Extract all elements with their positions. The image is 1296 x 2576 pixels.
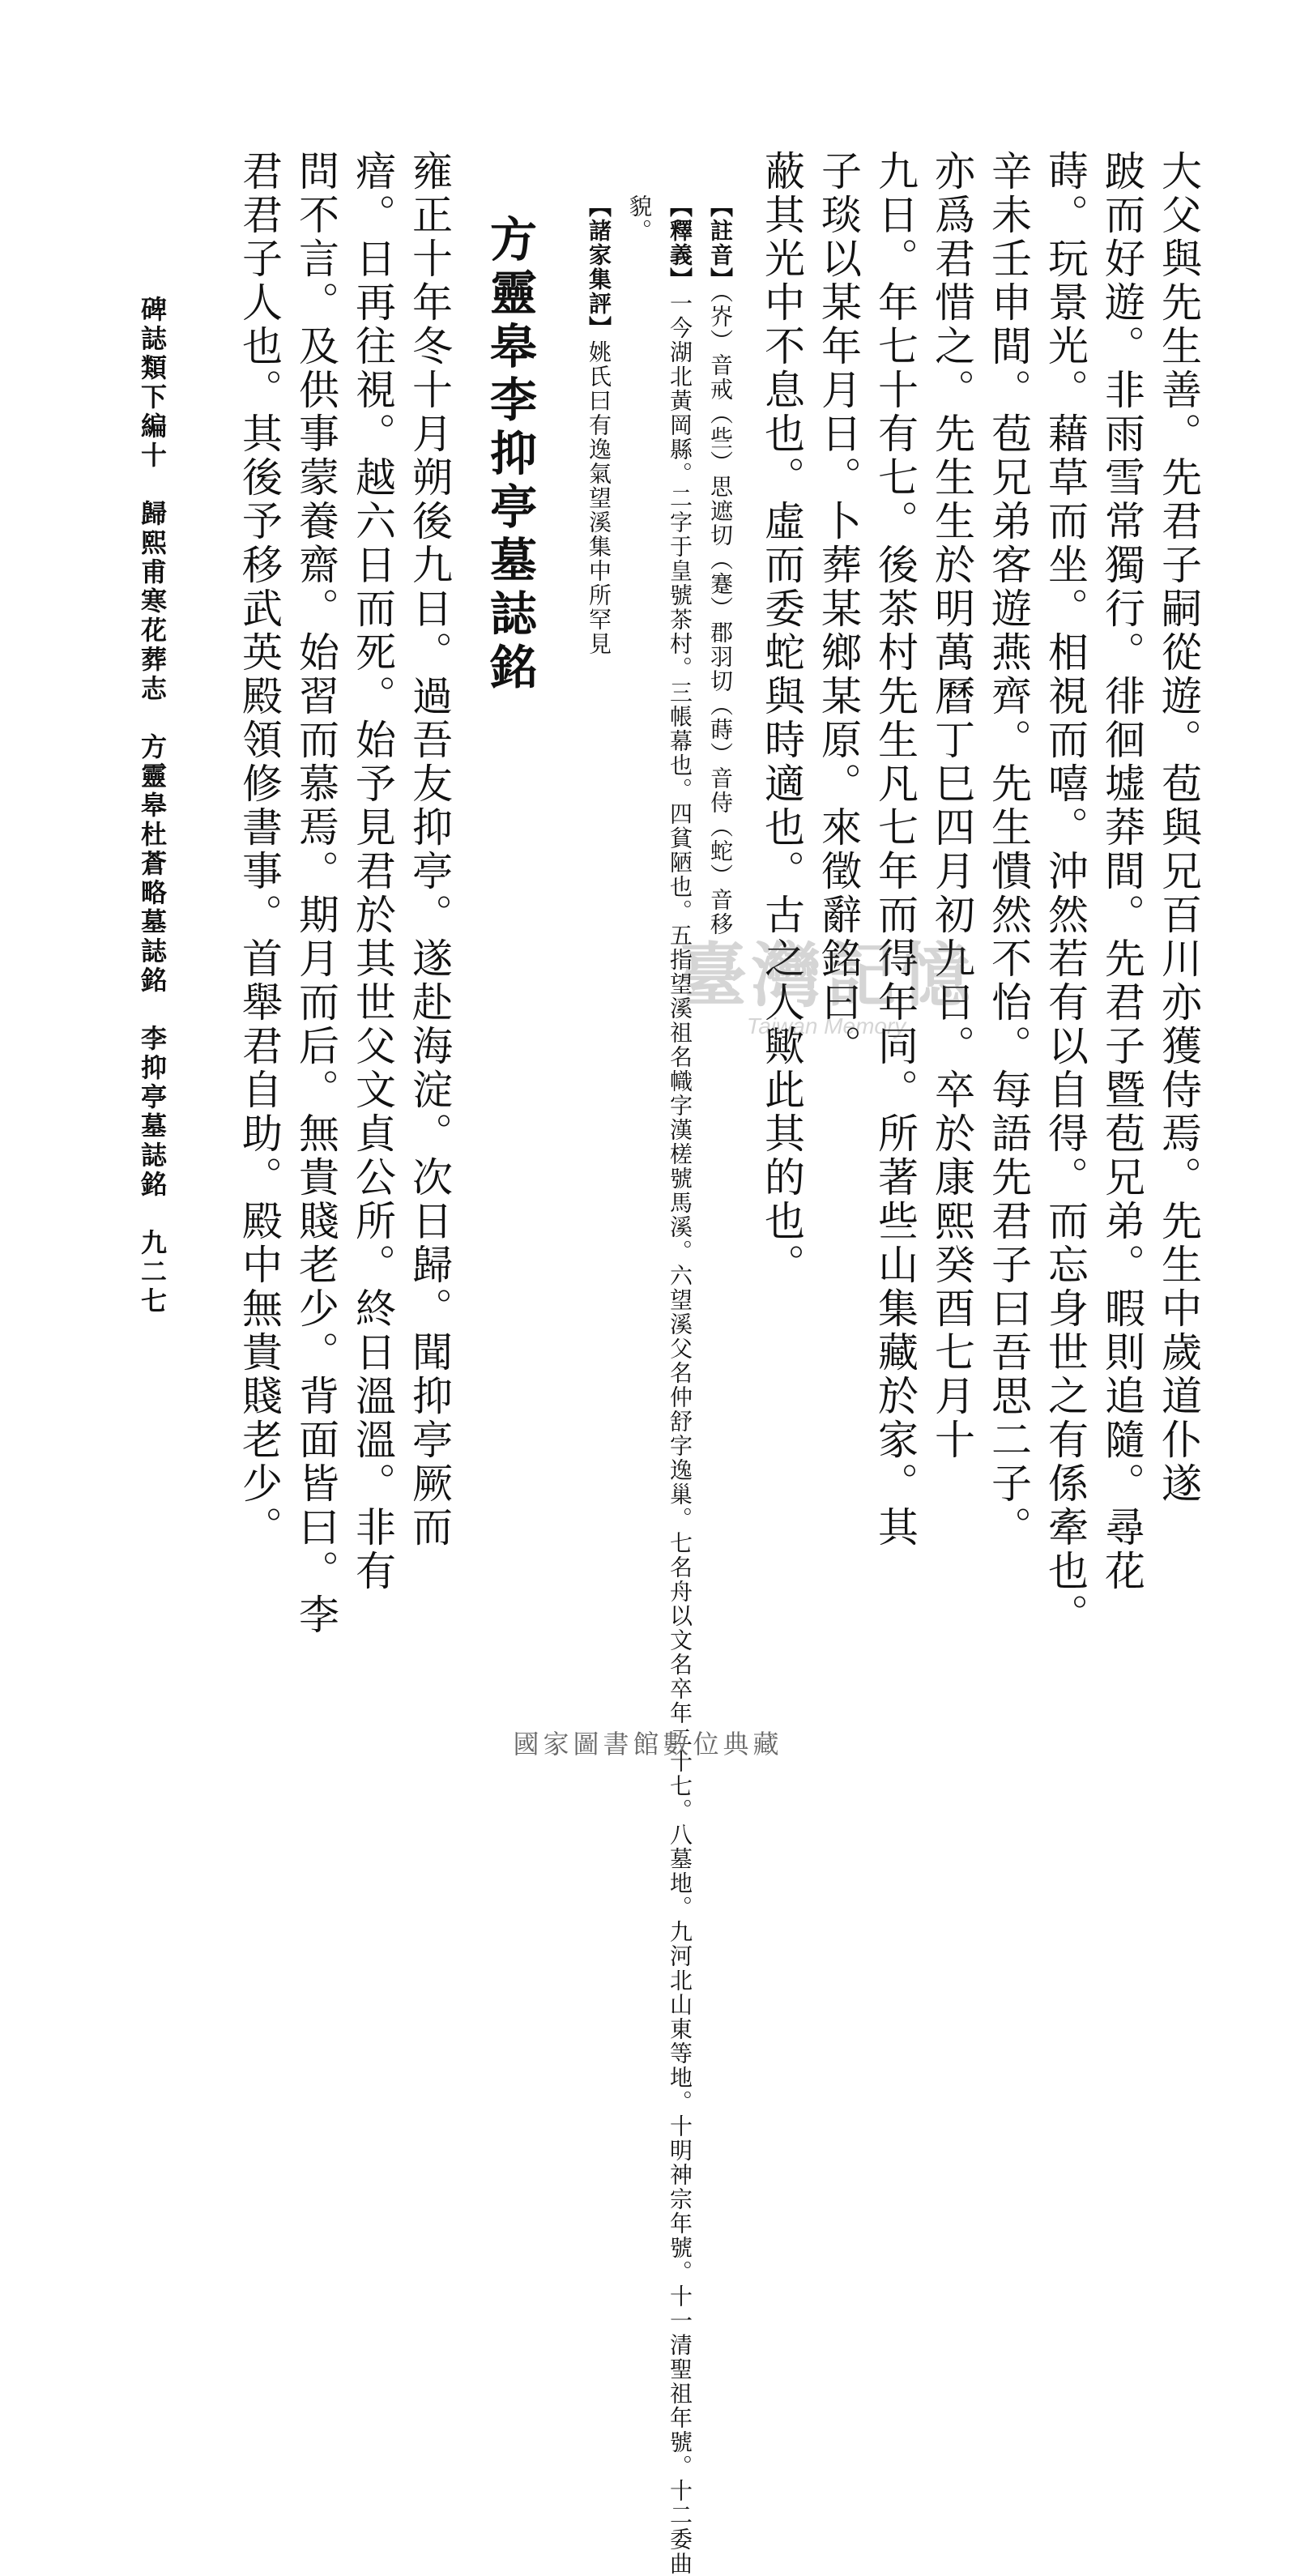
note-jiping — [587, 194, 610, 656]
text-column-10: 瘖。日再往視。越六日而死。始予見君於其世父文貞公所。終日溫溫。非有 — [349, 150, 396, 1593]
taiwan-memory-watermark — [640, 919, 1013, 1039]
note-zhuyin-text: （岕）音戒（些）思遮切（蹇）郡羽切（蒔）音侍（蛇）音移 — [707, 292, 734, 936]
text-column-11: 問不言。及供事蒙養齋。始習而慕焉。期月而后。無貴賤老少。背面皆曰。李 — [292, 150, 339, 1637]
note-jiping-text: 姚氏曰有逸氣望溪集中所罕見 — [586, 340, 612, 656]
watermark-en: Taiwan Memory — [746, 1013, 906, 1039]
text-column-7: 子琰以某年月日。卜葬某鄉某原。來徵辭銘曰。 — [815, 150, 862, 1068]
text-column-1: 大父與先生善。先君子嗣從遊。苞與兄百川亦獲侍焉。先生中歲道仆遂 — [1155, 150, 1202, 1506]
note-shiyi-label: 【釋義】 — [667, 194, 693, 292]
note-shiyi-tail: 貌。 — [626, 194, 653, 243]
note-zhuyin — [707, 194, 734, 936]
text-column-6: 九日。年七十有七。後茶村先生凡七年而得年同。所著些山集藏於家。其 — [872, 150, 919, 1550]
watermark-cn: 臺灣記憶 — [677, 935, 975, 1017]
text-column-3: 蒔。玩景光。藉草而坐。相視而嘻。沖然若有以自得。而忘身世之有係牽也。 — [1042, 150, 1089, 1637]
text-column-12: 君君子人也。其後予移武英殿領修書事。首舉君自助。殿中無貴賤老少。 — [236, 150, 283, 1550]
text-column-4: 辛未壬申間。苞兄弟客遊燕齊。先生憒然不怡。每語先君子曰吾思二子。 — [985, 150, 1032, 1550]
text-column-2: 跛而好遊。非雨雪常獨行。徘徊墟莽間。先君子暨苞兄弟。暇則追隨。尋花 — [1098, 150, 1145, 1593]
section-title: 方靈皋李抑亭墓誌銘 — [482, 215, 537, 696]
note-shiyi-text: 一今湖北黃岡縣。二字于皇號茶村。三帳幕也。四貧陋也。五指望溪祖名幟字漢槎號馬溪。六望溪父名仲舒字逸巢。七名舟以文名卒年二十七。八墓地。九河北山東等地。十明神宗年號。十一清聖祖年號。十二委曲 — [667, 292, 693, 2576]
library-caption: 國家圖書館數位典藏 — [513, 1729, 783, 1759]
text-column-5: 亦爲君惜之。先生生於明萬曆丁巳四月初九日。卒於康熙癸酉七月十 — [928, 150, 975, 1462]
text-column-8: 蔽其光中不息也。虛而委蛇與時適也。古之人歟此其的也。 — [758, 150, 805, 1287]
note-shiyi — [668, 194, 691, 2576]
note-jiping-label: 【諸家集評】 — [586, 194, 612, 340]
note-zhuyin-label: 【註音】 — [707, 194, 734, 292]
running-footer: 碑誌類下編十 歸熙甫寒花葬志 方靈皋杜蒼略墓誌銘 李抑亭墓誌銘 九二七 — [137, 296, 168, 1316]
text-column-9: 雍正十年冬十月朔後九日。過吾友抑亭。遂赴海淀。次日歸。聞抑亭厥而 — [406, 150, 453, 1550]
